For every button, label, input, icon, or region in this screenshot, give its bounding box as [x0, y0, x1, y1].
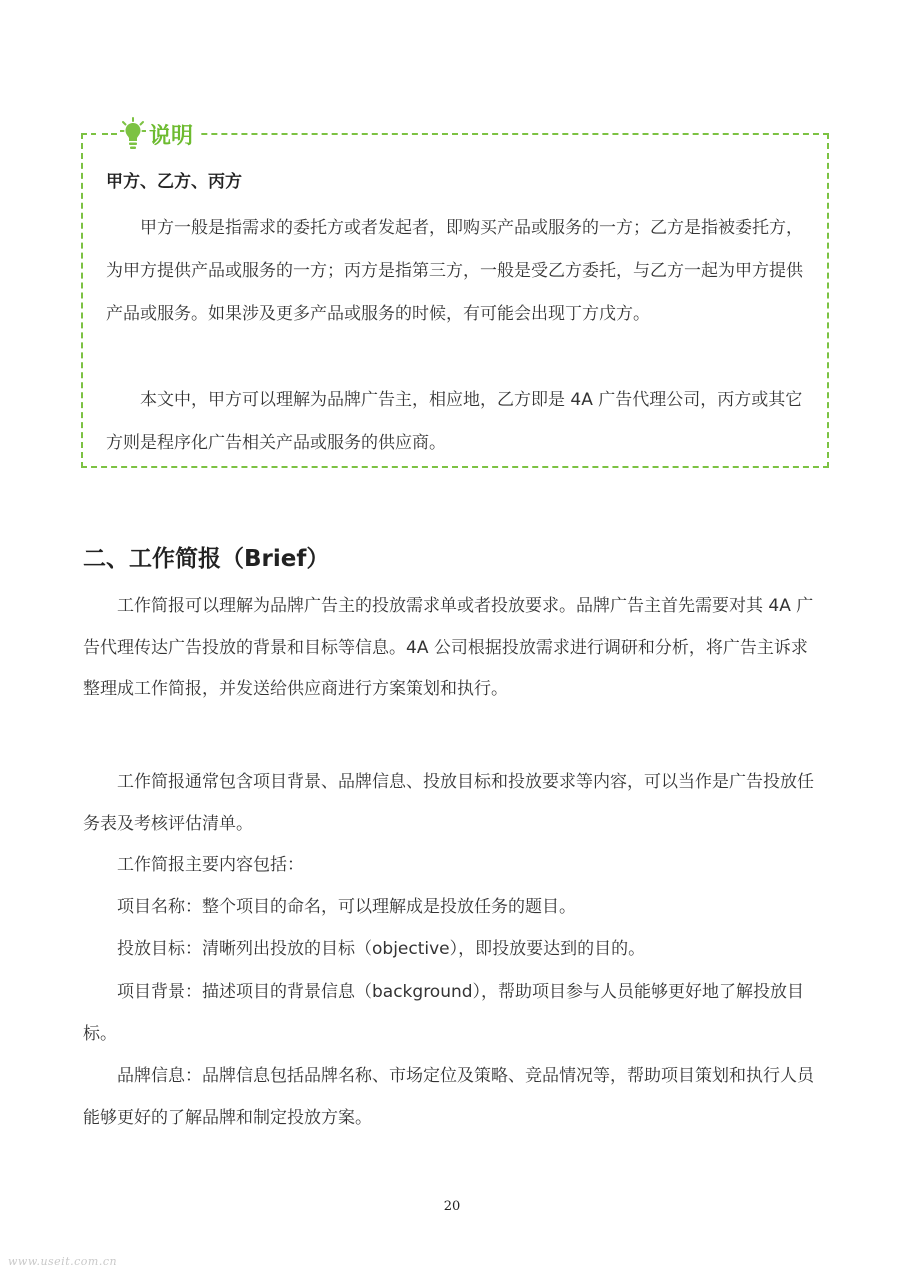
body-paragraph: 品牌信息：品牌信息包括品牌名称、市场定位及策略、竞品情况等，帮助项目策划和执行人员能够更好的了解品牌和制定投放方案。	[83, 1066, 814, 1128]
note-title: 甲方、乙方、丙方	[106, 172, 242, 192]
body-paragraph: 投放目标：清晰列出投放的目标（objective），即投放要达到的目的。	[117, 939, 646, 959]
watermark: www.useit.com.cn	[8, 1255, 118, 1268]
body-paragraph: 工作简报可以理解为品牌广告主的投放需求单或者投放要求。品牌广告主首先需要对其 4A 广告代理传达广告投放的背景和目标等信息。4A 公司根据投放需求进行调研和分析，将广告主诉求整理成工作简报，并发送给供应商进行方案策划和执行。	[83, 596, 814, 699]
note-paragraph: 本文中，甲方可以理解为品牌广告主，相应地，乙方即是 4A 广告代理公司，丙方或其它方则是程序化广告相关产品或服务的供应商。	[106, 390, 803, 453]
body-paragraph: 项目名称：整个项目的命名，可以理解成是投放任务的题目。	[117, 897, 576, 917]
body-paragraph: 项目背景：描述项目的背景信息（background），帮助项目参与人员能够更好地了解投放目标。	[83, 982, 805, 1044]
lightbulb-icon	[120, 117, 146, 151]
section-title: 二、工作简报（Brief）	[83, 546, 330, 572]
page-number: 20	[443, 1199, 461, 1214]
body-paragraph: 工作简报主要内容包括：	[117, 855, 304, 875]
note-label-dash	[102, 133, 108, 135]
note-label-dash	[111, 133, 117, 135]
note-paragraph: 甲方一般是指需求的委托方或者发起者，即购买产品或服务的一方；乙方是指被委托方，为甲方提供产品或服务的一方；丙方是指第三方，一般是受乙方委托，与乙方一起为甲方提供产品或服务。如果涉及更多产品或服务的时候，有可能会出现丁方戊方。	[106, 218, 803, 324]
note-label	[96, 112, 201, 156]
body-paragraph: 工作简报通常包含项目背景、品牌信息、投放目标和投放要求等内容，可以当作是广告投放任务表及考核评估清单。	[83, 772, 814, 834]
note-label-text: 说明	[149, 123, 194, 149]
